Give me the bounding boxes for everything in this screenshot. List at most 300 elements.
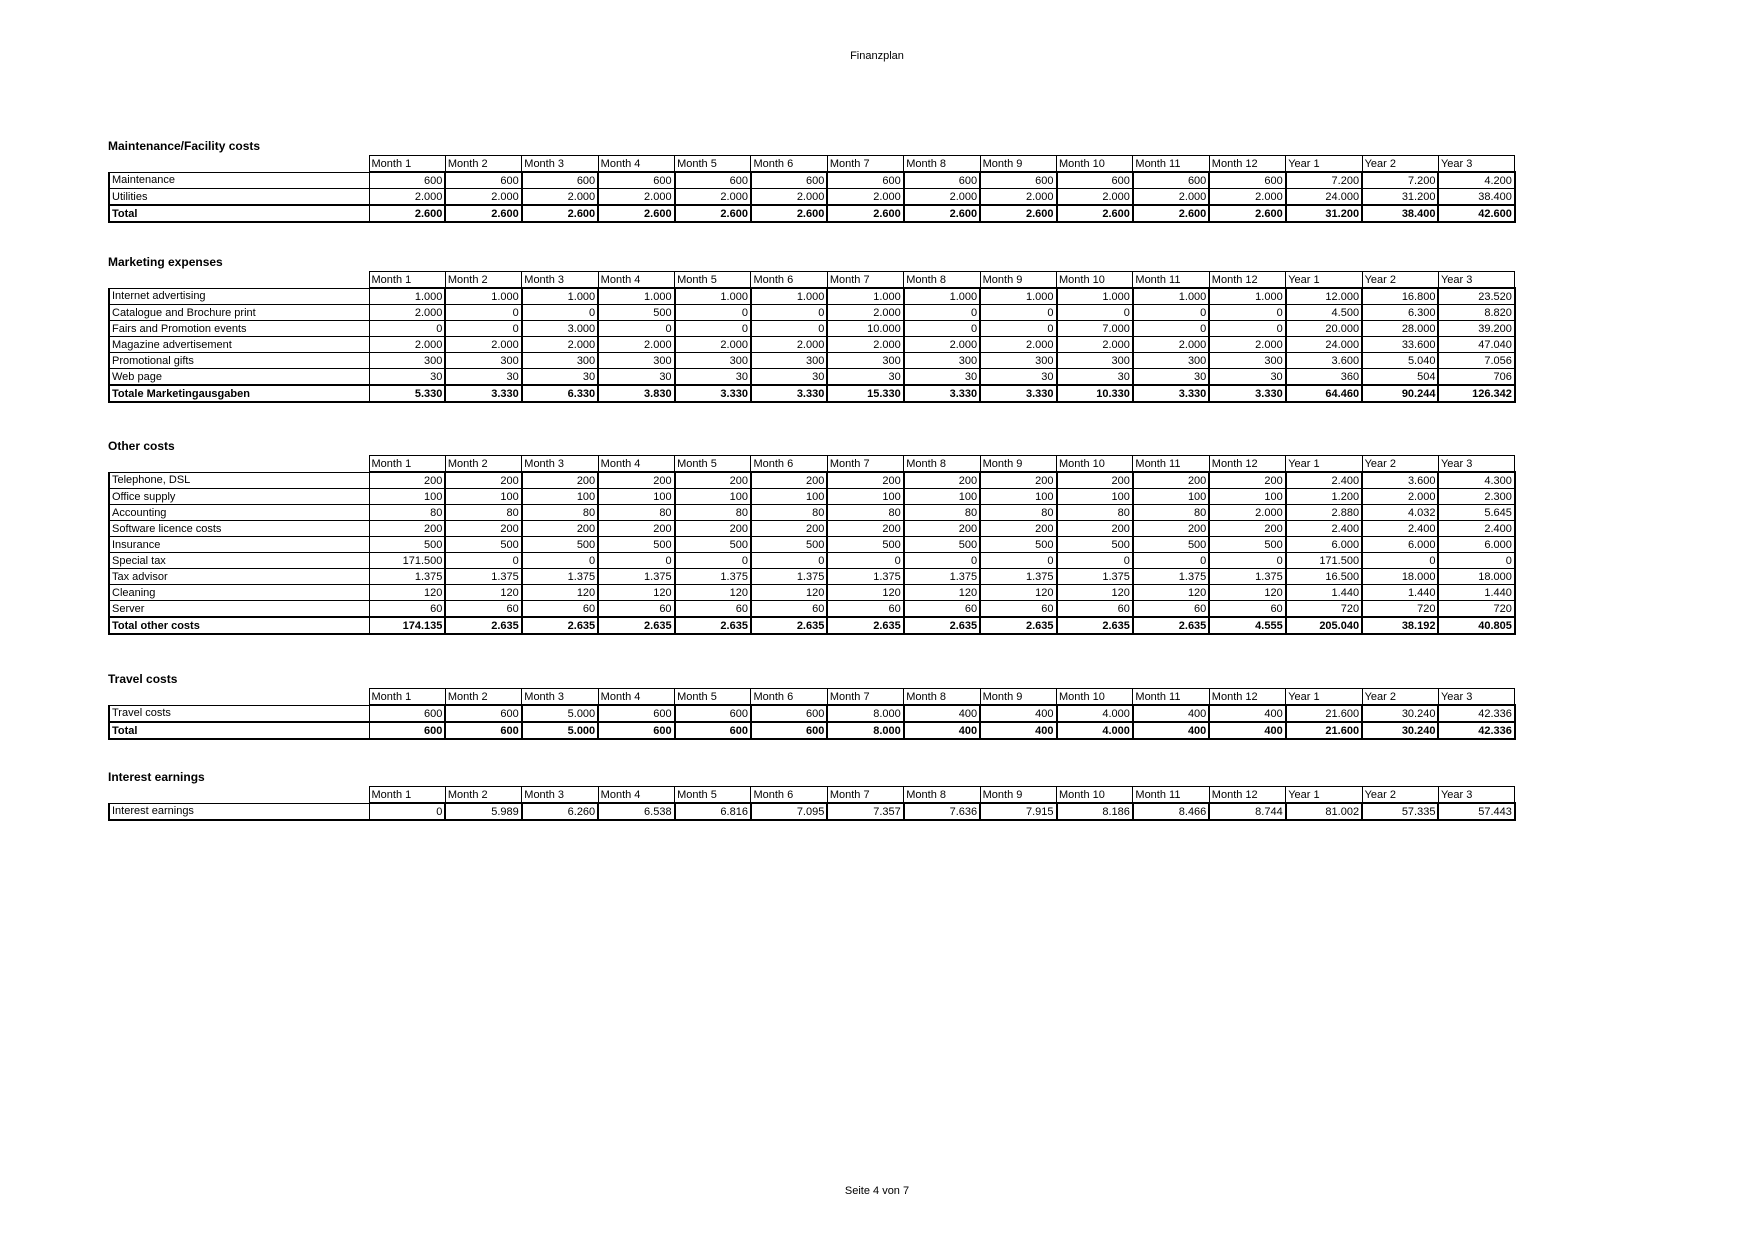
table-row [109, 553, 1515, 569]
table-row [109, 189, 1515, 206]
value-cell: 200 [369, 472, 445, 489]
column-header: Month 3 [522, 787, 598, 804]
value-cell: 1.375 [980, 569, 1056, 585]
column-header: Year 1 [1286, 787, 1362, 804]
column-header: Year 1 [1286, 689, 1362, 706]
value-cell: 2.000 [1133, 189, 1209, 206]
value-cell: 2.000 [980, 189, 1056, 206]
value-cell: 38.192 [1362, 617, 1438, 634]
column-header: Month 1 [369, 787, 445, 804]
value-cell: 2.400 [1362, 521, 1438, 537]
column-header: Month 10 [1057, 456, 1133, 473]
value-cell: 64.460 [1286, 385, 1362, 402]
row-label: Magazine advertisement [109, 337, 369, 353]
data-table [108, 155, 1516, 223]
value-cell: 171.500 [1286, 553, 1362, 569]
value-cell: 24.000 [1286, 337, 1362, 353]
value-cell: 0 [445, 321, 521, 337]
column-header: Month 2 [445, 272, 521, 289]
value-cell: 6.000 [1362, 537, 1438, 553]
value-cell: 30 [675, 369, 751, 386]
row-label: Telephone, DSL [109, 472, 369, 489]
value-cell: 60 [827, 601, 903, 618]
value-cell: 0 [1209, 553, 1285, 569]
column-header: Month 8 [904, 689, 980, 706]
data-table [108, 786, 1516, 821]
value-cell: 2.000 [598, 337, 674, 353]
column-header: Month 6 [751, 156, 827, 173]
value-cell: 5.040 [1362, 353, 1438, 369]
value-cell: 200 [980, 472, 1056, 489]
value-cell: 2.600 [1209, 205, 1285, 222]
table-row [109, 369, 1515, 386]
value-cell: 30 [827, 369, 903, 386]
value-cell: 500 [904, 537, 980, 553]
value-cell: 39.200 [1438, 321, 1514, 337]
value-cell: 47.040 [1438, 337, 1514, 353]
column-header: Month 5 [675, 456, 751, 473]
column-header: Year 2 [1362, 787, 1438, 804]
value-cell: 1.375 [522, 569, 598, 585]
row-label: Cleaning [109, 585, 369, 601]
row-label: Insurance [109, 537, 369, 553]
value-cell: 1.375 [904, 569, 980, 585]
value-cell: 600 [751, 722, 827, 739]
value-cell: 1.000 [1209, 288, 1285, 305]
column-header: Month 6 [751, 787, 827, 804]
column-header: Month 12 [1209, 272, 1285, 289]
value-cell: 5.989 [445, 803, 521, 820]
value-cell: 7.056 [1438, 353, 1514, 369]
table-row [109, 569, 1515, 585]
column-header: Month 12 [1209, 689, 1285, 706]
value-cell: 120 [827, 585, 903, 601]
value-cell: 600 [598, 172, 674, 189]
value-cell: 4.000 [1057, 722, 1133, 739]
value-cell: 1.375 [1133, 569, 1209, 585]
value-cell: 80 [980, 505, 1056, 521]
table-row [109, 288, 1515, 305]
header-blank-cell [109, 787, 369, 804]
value-cell: 1.375 [827, 569, 903, 585]
value-cell: 30 [369, 369, 445, 386]
table-header-row [109, 787, 1515, 804]
value-cell: 80 [904, 505, 980, 521]
value-cell: 2.635 [675, 617, 751, 634]
table-row [109, 521, 1515, 537]
value-cell: 40.805 [1438, 617, 1514, 634]
value-cell: 2.000 [1133, 337, 1209, 353]
section-title: Maintenance/Facility costs [108, 139, 261, 153]
value-cell: 5.000 [522, 705, 598, 722]
value-cell: 1.000 [369, 288, 445, 305]
value-cell: 7.636 [904, 803, 980, 820]
value-cell: 8.000 [827, 705, 903, 722]
value-cell: 600 [522, 172, 598, 189]
value-cell: 3.000 [522, 321, 598, 337]
value-cell: 6.538 [598, 803, 674, 820]
value-cell: 120 [980, 585, 1056, 601]
value-cell: 60 [1209, 601, 1285, 618]
value-cell: 1.000 [904, 288, 980, 305]
value-cell: 80 [522, 505, 598, 521]
value-cell: 2.635 [827, 617, 903, 634]
value-cell: 706 [1438, 369, 1514, 386]
table-row [109, 505, 1515, 521]
column-header: Month 11 [1133, 456, 1209, 473]
column-header: Month 4 [598, 156, 674, 173]
value-cell: 80 [1057, 505, 1133, 521]
value-cell: 0 [675, 305, 751, 321]
value-cell: 0 [1209, 321, 1285, 337]
value-cell: 0 [751, 553, 827, 569]
value-cell: 0 [751, 321, 827, 337]
header-blank-cell [109, 272, 369, 289]
value-cell: 500 [1133, 537, 1209, 553]
value-cell: 0 [827, 553, 903, 569]
value-cell: 10.000 [827, 321, 903, 337]
column-header: Month 11 [1133, 272, 1209, 289]
value-cell: 171.500 [369, 553, 445, 569]
value-cell: 1.000 [751, 288, 827, 305]
column-header: Month 11 [1133, 156, 1209, 173]
value-cell: 100 [445, 489, 521, 505]
value-cell: 80 [827, 505, 903, 521]
value-cell: 2.000 [827, 189, 903, 206]
value-cell: 2.000 [1209, 505, 1285, 521]
value-cell: 5.645 [1438, 505, 1514, 521]
value-cell: 12.000 [1286, 288, 1362, 305]
value-cell: 504 [1362, 369, 1438, 386]
row-label: Catalogue and Brochure print [109, 305, 369, 321]
value-cell: 60 [751, 601, 827, 618]
value-cell: 0 [1362, 553, 1438, 569]
value-cell: 200 [1133, 521, 1209, 537]
value-cell: 2.000 [369, 305, 445, 321]
value-cell: 500 [1057, 537, 1133, 553]
value-cell: 81.002 [1286, 803, 1362, 820]
value-cell: 100 [675, 489, 751, 505]
value-cell: 2.400 [1438, 521, 1514, 537]
value-cell: 205.040 [1286, 617, 1362, 634]
value-cell: 90.244 [1362, 385, 1438, 402]
value-cell: 2.000 [1209, 189, 1285, 206]
value-cell: 0 [1057, 305, 1133, 321]
value-cell: 120 [1057, 585, 1133, 601]
value-cell: 400 [980, 722, 1056, 739]
value-cell: 21.600 [1286, 722, 1362, 739]
value-cell: 200 [522, 472, 598, 489]
value-cell: 8.820 [1438, 305, 1514, 321]
value-cell: 8.000 [827, 722, 903, 739]
value-cell: 600 [675, 172, 751, 189]
value-cell: 0 [751, 305, 827, 321]
column-header: Month 3 [522, 689, 598, 706]
section-title: Marketing expenses [108, 255, 223, 269]
value-cell: 2.000 [369, 189, 445, 206]
table-row [109, 601, 1515, 618]
value-cell: 300 [598, 353, 674, 369]
column-header: Month 5 [675, 689, 751, 706]
column-header: Month 7 [827, 272, 903, 289]
value-cell: 120 [1209, 585, 1285, 601]
column-header: Month 8 [904, 456, 980, 473]
value-cell: 1.000 [598, 288, 674, 305]
column-header: Month 1 [369, 689, 445, 706]
table-row [109, 305, 1515, 321]
value-cell: 200 [445, 472, 521, 489]
value-cell: 8.744 [1209, 803, 1285, 820]
value-cell: 3.330 [445, 385, 521, 402]
column-header: Month 9 [980, 456, 1056, 473]
value-cell: 400 [1133, 705, 1209, 722]
value-cell: 2.600 [522, 205, 598, 222]
value-cell: 6.330 [522, 385, 598, 402]
value-cell: 400 [1209, 705, 1285, 722]
value-cell: 4.000 [1057, 705, 1133, 722]
value-cell: 400 [904, 705, 980, 722]
row-label: Tax advisor [109, 569, 369, 585]
value-cell: 720 [1438, 601, 1514, 618]
value-cell: 6.300 [1362, 305, 1438, 321]
value-cell: 2.000 [980, 337, 1056, 353]
value-cell: 500 [751, 537, 827, 553]
value-cell: 1.000 [980, 288, 1056, 305]
value-cell: 0 [1133, 321, 1209, 337]
row-label: Total other costs [109, 617, 369, 634]
value-cell: 120 [445, 585, 521, 601]
column-header: Month 3 [522, 156, 598, 173]
section-title: Travel costs [108, 672, 178, 686]
value-cell: 18.000 [1362, 569, 1438, 585]
value-cell: 500 [522, 537, 598, 553]
value-cell: 0 [1133, 305, 1209, 321]
value-cell: 8.186 [1057, 803, 1133, 820]
value-cell: 80 [369, 505, 445, 521]
value-cell: 400 [980, 705, 1056, 722]
table-row [109, 353, 1515, 369]
value-cell: 30 [598, 369, 674, 386]
value-cell: 2.400 [1286, 521, 1362, 537]
value-cell: 3.330 [751, 385, 827, 402]
table-row [109, 803, 1515, 820]
table-header-row [109, 156, 1515, 173]
value-cell: 2.600 [675, 205, 751, 222]
value-cell: 100 [1133, 489, 1209, 505]
value-cell: 200 [904, 521, 980, 537]
row-label: Web page [109, 369, 369, 386]
column-header: Month 6 [751, 272, 827, 289]
value-cell: 600 [445, 722, 521, 739]
value-cell: 30 [445, 369, 521, 386]
value-cell: 2.000 [1362, 489, 1438, 505]
section-other-costs [108, 438, 1516, 635]
value-cell: 200 [751, 521, 827, 537]
value-cell: 2.635 [980, 617, 1056, 634]
value-cell: 0 [1133, 553, 1209, 569]
value-cell: 200 [598, 521, 674, 537]
row-label: Special tax [109, 553, 369, 569]
value-cell: 60 [369, 601, 445, 618]
section-marketing-expenses [108, 254, 1516, 403]
value-cell: 2.600 [1057, 205, 1133, 222]
value-cell: 42.336 [1438, 705, 1514, 722]
value-cell: 8.466 [1133, 803, 1209, 820]
column-header: Month 7 [827, 689, 903, 706]
value-cell: 0 [598, 553, 674, 569]
value-cell: 5.330 [369, 385, 445, 402]
value-cell: 2.400 [1286, 472, 1362, 489]
column-header: Month 2 [445, 456, 521, 473]
value-cell: 300 [1133, 353, 1209, 369]
value-cell: 200 [751, 472, 827, 489]
value-cell: 0 [675, 321, 751, 337]
value-cell: 0 [1438, 553, 1514, 569]
value-cell: 80 [598, 505, 674, 521]
value-cell: 28.000 [1362, 321, 1438, 337]
value-cell: 4.300 [1438, 472, 1514, 489]
value-cell: 3.600 [1286, 353, 1362, 369]
value-cell: 300 [980, 353, 1056, 369]
value-cell: 2.000 [522, 189, 598, 206]
document-title: Finanzplan [850, 50, 904, 62]
value-cell: 4.555 [1209, 617, 1285, 634]
section-maintenance-facility-costs [108, 138, 1516, 223]
column-header: Year 3 [1438, 787, 1514, 804]
row-label: Total [109, 205, 369, 222]
value-cell: 2.000 [827, 337, 903, 353]
value-cell: 2.635 [598, 617, 674, 634]
total-row [109, 385, 1515, 402]
column-header: Month 11 [1133, 689, 1209, 706]
column-header: Month 7 [827, 156, 903, 173]
value-cell: 500 [1209, 537, 1285, 553]
value-cell: 7.095 [751, 803, 827, 820]
value-cell: 60 [1057, 601, 1133, 618]
value-cell: 100 [827, 489, 903, 505]
column-header: Month 1 [369, 156, 445, 173]
value-cell: 80 [445, 505, 521, 521]
value-cell: 1.375 [1057, 569, 1133, 585]
value-cell: 1.440 [1438, 585, 1514, 601]
value-cell: 200 [980, 521, 1056, 537]
value-cell: 200 [1057, 472, 1133, 489]
value-cell: 2.000 [369, 337, 445, 353]
value-cell: 500 [369, 537, 445, 553]
row-label: Utilities [109, 189, 369, 206]
row-label: Travel costs [109, 705, 369, 722]
total-row [109, 722, 1515, 739]
value-cell: 38.400 [1438, 189, 1514, 206]
value-cell: 80 [675, 505, 751, 521]
value-cell: 30.240 [1362, 722, 1438, 739]
value-cell: 60 [598, 601, 674, 618]
column-header: Month 9 [980, 689, 1056, 706]
value-cell: 100 [980, 489, 1056, 505]
value-cell: 7.200 [1362, 172, 1438, 189]
value-cell: 360 [1286, 369, 1362, 386]
value-cell: 600 [445, 705, 521, 722]
section-travel-costs [108, 671, 1516, 740]
value-cell: 16.500 [1286, 569, 1362, 585]
column-header: Month 4 [598, 787, 674, 804]
column-header: Month 1 [369, 456, 445, 473]
value-cell: 31.200 [1362, 189, 1438, 206]
value-cell: 1.000 [1057, 288, 1133, 305]
value-cell: 2.000 [675, 189, 751, 206]
value-cell: 3.330 [1209, 385, 1285, 402]
value-cell: 4.500 [1286, 305, 1362, 321]
value-cell: 2.635 [1057, 617, 1133, 634]
value-cell: 0 [980, 553, 1056, 569]
value-cell: 400 [904, 722, 980, 739]
value-cell: 2.000 [751, 337, 827, 353]
value-cell: 60 [1133, 601, 1209, 618]
value-cell: 100 [751, 489, 827, 505]
column-header: Month 4 [598, 456, 674, 473]
value-cell: 1.000 [675, 288, 751, 305]
value-cell: 600 [1209, 172, 1285, 189]
column-header: Month 2 [445, 787, 521, 804]
value-cell: 200 [827, 472, 903, 489]
value-cell: 16.800 [1362, 288, 1438, 305]
column-header: Month 10 [1057, 689, 1133, 706]
row-label: Totale Marketingausgaben [109, 385, 369, 402]
value-cell: 200 [598, 472, 674, 489]
column-header: Month 2 [445, 156, 521, 173]
column-header: Month 6 [751, 456, 827, 473]
header-blank-cell [109, 156, 369, 173]
value-cell: 0 [980, 321, 1056, 337]
table-row [109, 489, 1515, 505]
value-cell: 2.600 [980, 205, 1056, 222]
row-label: Office supply [109, 489, 369, 505]
table-row [109, 705, 1515, 722]
value-cell: 500 [980, 537, 1056, 553]
value-cell: 60 [445, 601, 521, 618]
value-cell: 500 [827, 537, 903, 553]
value-cell: 1.440 [1286, 585, 1362, 601]
value-cell: 42.600 [1438, 205, 1514, 222]
value-cell: 600 [675, 722, 751, 739]
value-cell: 600 [369, 705, 445, 722]
column-header: Month 1 [369, 272, 445, 289]
column-header: Year 1 [1286, 272, 1362, 289]
page-number: Seite 4 von 7 [844, 1185, 910, 1197]
value-cell: 0 [904, 321, 980, 337]
value-cell: 1.375 [598, 569, 674, 585]
value-cell: 60 [675, 601, 751, 618]
column-header: Month 10 [1057, 787, 1133, 804]
value-cell: 0 [522, 305, 598, 321]
data-table [108, 271, 1516, 403]
value-cell: 23.520 [1438, 288, 1514, 305]
value-cell: 2.635 [904, 617, 980, 634]
value-cell: 0 [904, 553, 980, 569]
value-cell: 120 [751, 585, 827, 601]
value-cell: 200 [369, 521, 445, 537]
row-label: Server [109, 601, 369, 618]
row-label: Accounting [109, 505, 369, 521]
column-header: Month 9 [980, 156, 1056, 173]
value-cell: 2.635 [522, 617, 598, 634]
value-cell: 500 [598, 305, 674, 321]
row-label: Total [109, 722, 369, 739]
section-title: Interest earnings [108, 770, 205, 784]
total-row [109, 617, 1515, 634]
section-title: Other costs [108, 439, 175, 453]
value-cell: 300 [369, 353, 445, 369]
